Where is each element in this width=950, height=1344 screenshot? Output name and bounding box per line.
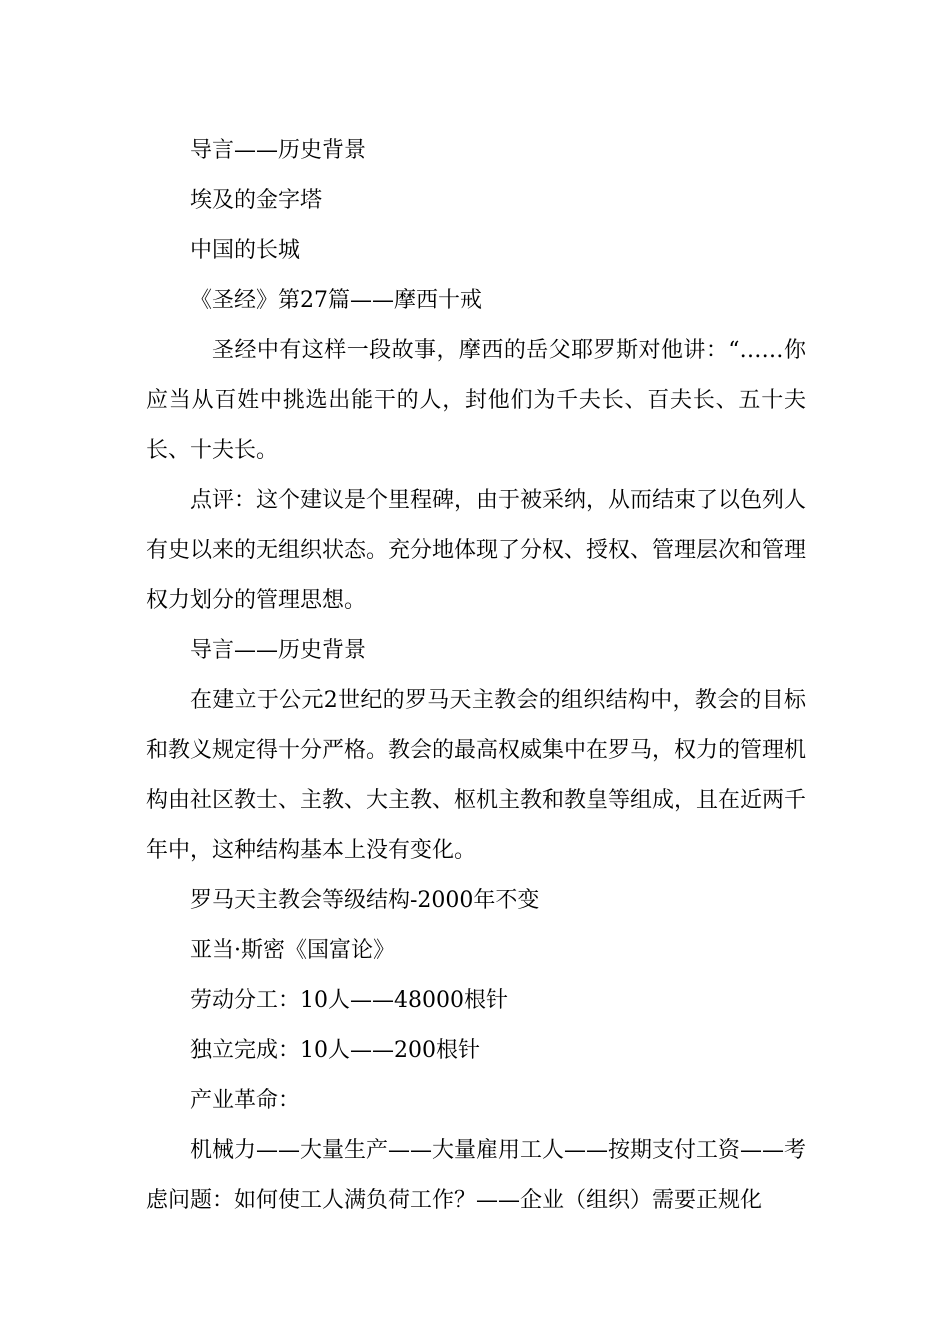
line-great-wall: 中国的长城	[190, 238, 301, 263]
line-church-hierarchy: 罗马天主教会等级结构-2000年不变	[190, 888, 540, 913]
paragraph-bible-story: 圣经中有这样一段故事，摩西的岳父耶罗斯对他讲：“……你应当从百姓中挑选出能干的人，封他们为千夫长、百夫长、五十夫长、十夫长。	[146, 338, 806, 463]
paragraph-commentary: 点评：这个建议是个里程碑，由于被采纳，从而结束了以色列人有史以来的无组织状态。充分地体现了分权、授权、管理层次和管理权力划分的管理思想。	[146, 488, 807, 613]
line-division-of-labor: 劳动分工：10人——48000根针	[190, 988, 508, 1013]
line-bible-reference: 《圣经》第27篇——摩西十戒	[190, 288, 482, 313]
paragraph-mechanization: 机械力——大量生产——大量雇用工人——按期支付工资——考虑问题：如何使工人满负荷工作？——企业（组织）需要正规化	[146, 1138, 807, 1213]
line-pyramids: 埃及的金字塔	[190, 188, 323, 213]
paragraph-roman-church: 在建立于公元2世纪的罗马天主教会的组织结构中，教会的目标和教义规定得十分严格。教会的最高权威集中在罗马，权力的管理机构由社区教士、主教、大主教、枢机主教和教皇等组成，且在近两千年中，这种结构基本上没有变化。	[146, 688, 807, 863]
heading-intro-repeat: 导言——历史背景	[190, 638, 367, 663]
document-body	[146, 126, 806, 1226]
heading-intro: 导言——历史背景	[190, 138, 367, 163]
line-independent-work: 独立完成：10人——200根针	[190, 1038, 480, 1063]
line-industrial-revolution: 产业革命：	[190, 1088, 301, 1113]
line-adam-smith: 亚当·斯密《国富论》	[190, 938, 395, 963]
